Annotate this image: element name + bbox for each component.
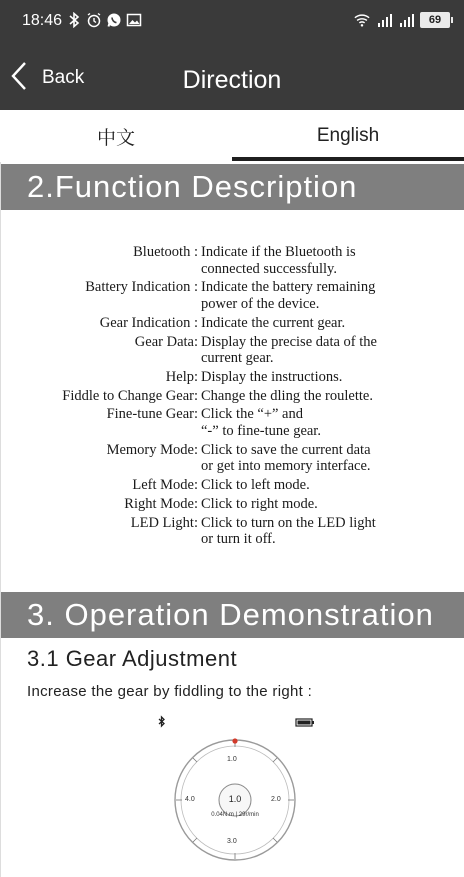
current-gear-value: 1.0 (228, 794, 242, 804)
function-description (201, 477, 411, 494)
description-line: Display the precise data of the (201, 333, 377, 350)
status-left-icons (66, 12, 142, 28)
section-banner-function-description (1, 164, 464, 210)
tab-chinese[interactable] (0, 110, 232, 162)
list-item (1, 388, 464, 405)
description-line: Indicate the current gear. (201, 314, 346, 331)
description-line: Click to left mode. (201, 477, 310, 494)
list-item (1, 477, 464, 494)
bluetooth-icon (66, 12, 82, 28)
status-right-icons (354, 12, 450, 28)
language-tabs (0, 110, 464, 162)
description-line: Indicate if the Bluetooth is (201, 244, 356, 260)
function-label: Bluetooth : (133, 244, 198, 260)
function-description (201, 279, 411, 312)
instruction-text: Increase the gear by fiddling to the right : (27, 683, 313, 700)
function-description (201, 442, 411, 475)
tab-english[interactable] (232, 110, 464, 162)
battery-indicator: 69 (420, 12, 450, 28)
subsection-heading: 3.1 Gear Adjustment (27, 646, 238, 671)
function-description (201, 515, 411, 548)
function-description (201, 406, 411, 439)
list-item (1, 369, 464, 386)
description-line: current gear. (201, 350, 274, 367)
function-label: Memory Mode: (106, 441, 198, 458)
function-description (201, 315, 411, 332)
dial-label-left: 4.0 (185, 796, 195, 803)
description-line: Change the dling the roulette. (201, 387, 373, 404)
function-description-list (1, 244, 464, 550)
description-line: Display the instructions. (201, 368, 343, 385)
function-label: Battery Indication : (85, 279, 198, 296)
function-description (201, 496, 411, 513)
list-item (1, 315, 464, 332)
list-item (1, 442, 464, 475)
description-line: Indicate the battery remaining (201, 279, 376, 296)
tab-chinese-label: 中文 (96, 127, 135, 149)
device-screen-illustration (151, 714, 319, 877)
gear-position-marker (232, 738, 237, 743)
section-title: 3. Operation Demonstration (27, 597, 434, 632)
description-line: Click to right mode. (201, 496, 318, 512)
list-item (1, 279, 464, 312)
function-label: Left Mode: (132, 477, 198, 494)
wifi-icon (354, 12, 370, 28)
section-title: 2.Function Description (27, 169, 358, 204)
gear-data-readout: 0.04N.m | 29r/min (211, 812, 259, 818)
whatsapp-icon (106, 12, 122, 28)
function-label: Help: (165, 368, 198, 385)
cell-signal-1-icon (376, 12, 392, 28)
image-icon (126, 12, 142, 28)
description-line: or get into memory interface. (201, 458, 371, 475)
app-header (0, 44, 464, 110)
description-line: power of the device. (201, 295, 320, 312)
dial-label-top: 1.0 (227, 756, 237, 763)
function-description (201, 244, 411, 277)
function-label: Right Mode: (124, 496, 198, 512)
dial-label-bottom: 3.0 (227, 838, 237, 845)
tab-english-label: English (316, 125, 380, 146)
function-label: Fiddle to Change Gear: (62, 387, 198, 404)
back-label: Back (42, 67, 85, 88)
list-item (1, 406, 464, 439)
function-label: Gear Indication : (99, 314, 198, 331)
manual-content[interactable] (0, 162, 464, 877)
function-description (201, 334, 411, 367)
list-item (1, 515, 464, 548)
tab-selected-indicator (232, 157, 464, 161)
list-item (1, 496, 464, 513)
function-label: Gear Data: (134, 333, 198, 350)
description-line: Click to turn on the LED light (201, 514, 376, 531)
dial-label-right: 2.0 (271, 796, 281, 803)
list-item (1, 244, 464, 277)
battery-icon (296, 719, 314, 726)
section-banner-operation-demonstration (1, 592, 464, 638)
function-label: Fine-tune Gear: (106, 406, 198, 423)
description-line: Click to save the current data (201, 441, 371, 458)
status-time: 18:46 (22, 12, 63, 29)
function-description (201, 369, 411, 386)
status-bar (0, 0, 464, 44)
description-line: or turn it off. (201, 531, 276, 548)
page-title: Direction (182, 66, 282, 94)
list-item (1, 334, 464, 367)
description-line: Click the “+” and (201, 406, 303, 423)
function-description (201, 388, 411, 405)
function-label: LED Light: (130, 514, 198, 531)
bluetooth-icon (159, 717, 164, 726)
description-line: connected successfully. (201, 260, 337, 277)
description-line: “-” to fine-tune gear. (201, 423, 321, 440)
cell-signal-2-icon (398, 12, 414, 28)
alarm-icon (86, 12, 102, 28)
